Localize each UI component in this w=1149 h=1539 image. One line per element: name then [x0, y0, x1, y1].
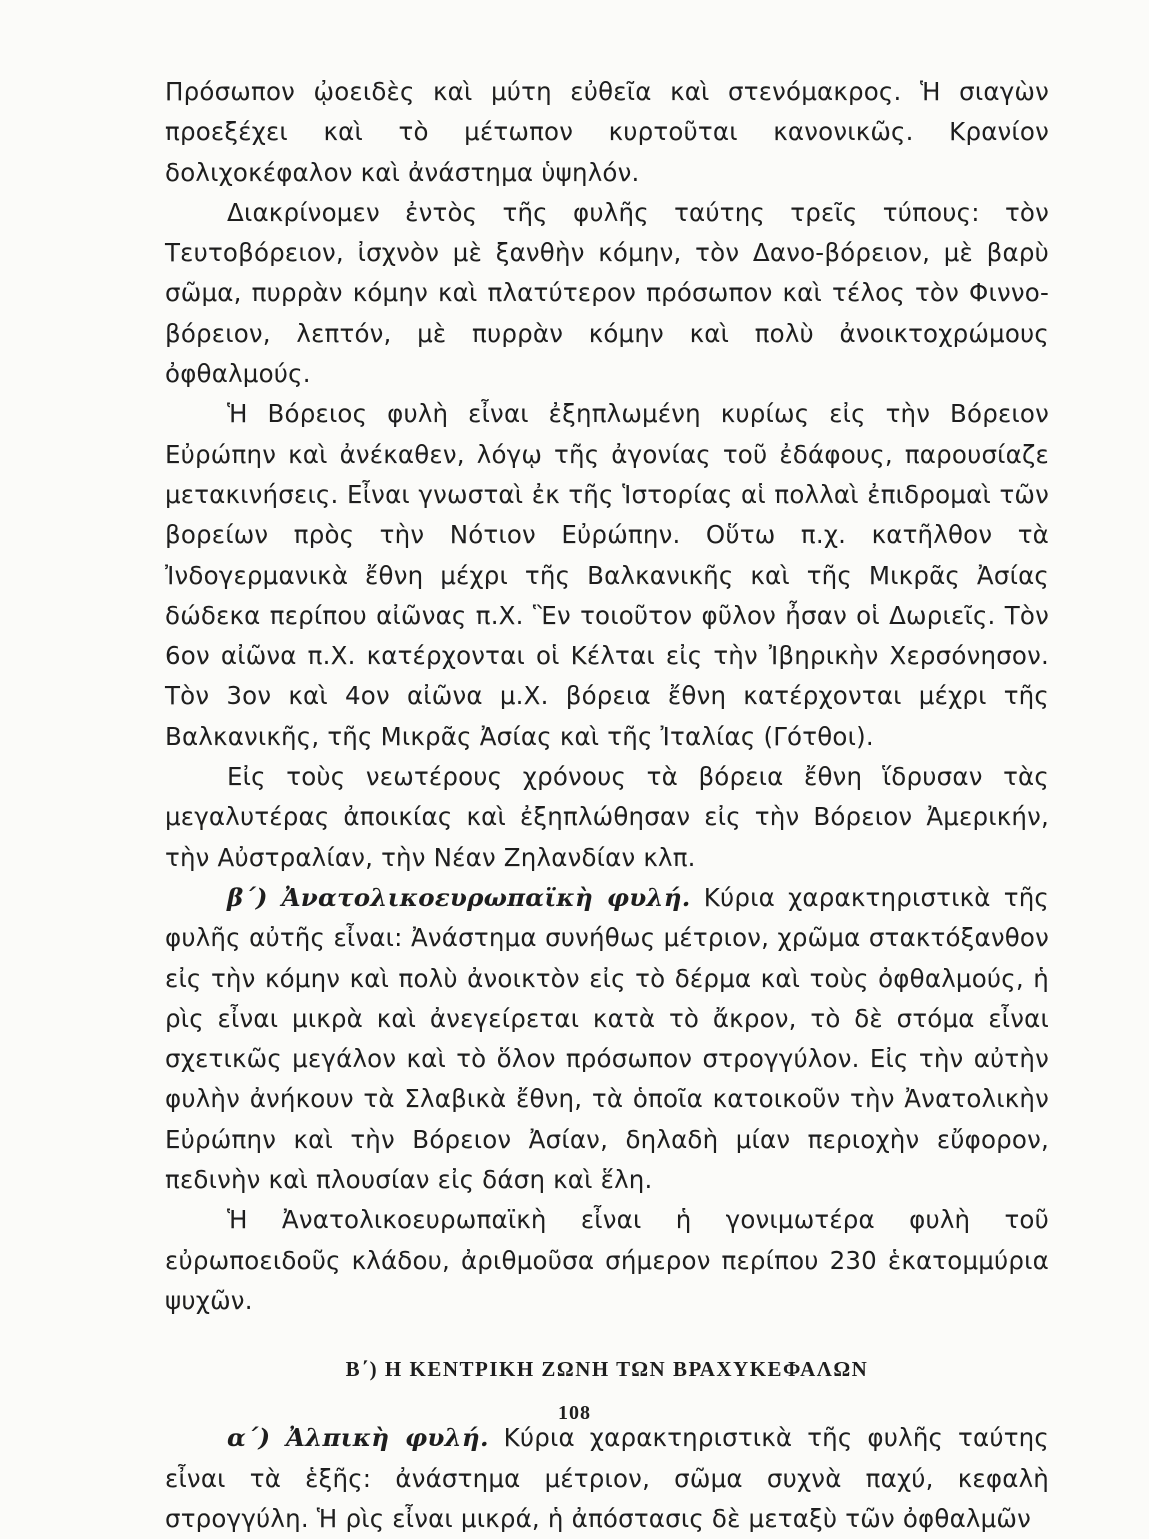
east-european-race-text: Κύρια χαρακτηριστικὰ τῆς φυλῆς αὐτῆς εἶναι: Ἀνάστημα συνήθως μέτριον, χρῶμα στακτόξανθον εἰς τὴν κόμην καὶ πολὺ ἀνοικτὸν εἰς τὸ δέρμα καὶ τοὺς ὀφθαλμούς, ἡ ρὶς εἶναι μικρὰ καὶ ἀνεγείρεται κατὰ τὸ ἄκρον, τὸ δὲ στόμα εἶναι σχετικῶς μεγάλον καὶ τὸ ὅλον πρόσωπον στρογγύλον. Εἰς τὴν αὐτὴν φυλὴν ἀνήκουν τὰ Σλαβικὰ ἔθνη, τὰ ὁποῖα κατοικοῦν τὴν Ἀνατολικὴν Εὐρώπην καὶ τὴν Βόρειον Ἀσίαν, δηλαδὴ μίαν περιοχὴν εὔφορον, πεδινὴν καὶ πλουσίαν εἰς δάση καὶ ἕλη. [165, 882, 1050, 1195]
paragraph-east-european-race [165, 878, 1049, 1200]
paragraph-three-types: Διακρίνομεν ἐντὸς τῆς φυλῆς ταύτης τρεῖς τύπους: τὸν Τευτοβόρειον, ἰσχνὸν μὲ ξανθὴν κόμην, τὸν Δανο-βόρειον, μὲ βαρὺ σῶμα, πυρρὰν κόμην καὶ πλατύτερον πρόσωπον καὶ τέλος τὸν Φιννο-βόρειον, λεπτόν, μὲ πυρρὰν κόμην καὶ πολὺ ἀνοικτοχρώμους ὀφθαλμούς. [165, 197, 1049, 389]
page-number: 108 [558, 1402, 591, 1424]
paragraph-northern-race-spread: Ἡ Βόρειος φυλὴ εἶναι ἐξηπλωμένη κυρίως εἰς τὴν Βόρειον Εὐρώπην καὶ ἀνέκαθεν, λόγῳ τῆς ἀγονίας τοῦ ἐδάφους, παρουσίαζε μετακινήσεις. Εἶναι γνωσταὶ ἐκ τῆς Ἱστορίας αἱ πολλαὶ ἐπιδρομαὶ τῶν βορείων πρὸς τὴν Νότιον Εὐρώπην. Οὕτω π.χ. κατῆλθον τὰ Ἰνδογερμανικὰ ἔθνη μέχρι τῆς Βαλκανικῆς καὶ τῆς Μικρᾶς Ἀσίας δώδεκα περίπου αἰῶνας π.Χ. Ἓν τοιοῦτον φῦλον ἦσαν οἱ Δωριεῖς. Τὸν 6ον αἰῶνα π.Χ. κατέρχονται οἱ Κέλται εἰς τὴν Ἰβηρικὴν Χερσόνησον. Τὸν 3ον καὶ 4ον αἰῶνα μ.Χ. βόρεια ἔθνη κατέρχονται μέχρι τῆς Βαλκανικῆς, τῆς Μικρᾶς Ἀσίας καὶ τῆς Ἰταλίας (Γότθοι). [165, 399, 1049, 751]
paragraph-colonies: Εἰς τοὺς νεωτέρους χρόνους τὰ βόρεια ἔθνη ἵδρυσαν τὰς μεγαλυτέρας ἀποικίας καὶ ἐξηπλώθησαν εἰς τὴν Βόρειον Ἀμερικήν, τὴν Αὐστραλίαν, τὴν Νέαν Ζηλανδίαν κλπ. [165, 762, 1049, 872]
paragraph-face-description: Πρόσωπον ᾠοειδὲς καὶ μύτη εὐθεῖα καὶ στενόμακρος. Ἡ σιαγὼν προεξέχει καὶ τὸ μέτωπον κυρτοῦται κανονικῶς. Κρανίον δολιχοκέφαλον καὶ ἀνάστημα ὑψηλόν. [165, 77, 1049, 187]
east-european-race-heading: β΄) Ἀνατολικοευρωπαϊκὴ φυλή. [227, 882, 691, 912]
alpine-race-heading: α΄) Ἀλπικὴ φυλή. [227, 1423, 489, 1453]
paragraph-alpine-race [165, 1418, 1049, 1539]
paragraph-east-european-fertility: Ἡ Ἀνατολικοευρωπαϊκὴ εἶναι ἡ γονιμωτέρα φυλὴ τοῦ εὐρωποειδοῦς κλάδου, ἀριθμοῦσα σήμερον περίπου 230 ἑκατομμύρια ψυχῶν. [165, 1205, 1049, 1315]
section-heading: Β΄) Η ΚΕΝΤΡΙΚΗ ΖΩΝΗ ΤΩΝ ΒΡΑΧΥΚΕΦΑΛΩΝ [345, 1357, 869, 1382]
alpine-race-text: Κύρια χαρακτηριστικὰ τῆς φυλῆς ταύτης εἶναι τὰ ἑξῆς: ἀνάστημα μέτριον, σῶμα συχνὰ παχύ, κεφαλὴ στρογγύλη. Ἡ ρὶς εἶναι μικρά, ἡ ἀπόστασις δὲ μεταξὺ τῶν ὀφθαλμῶν [165, 1423, 1049, 1533]
